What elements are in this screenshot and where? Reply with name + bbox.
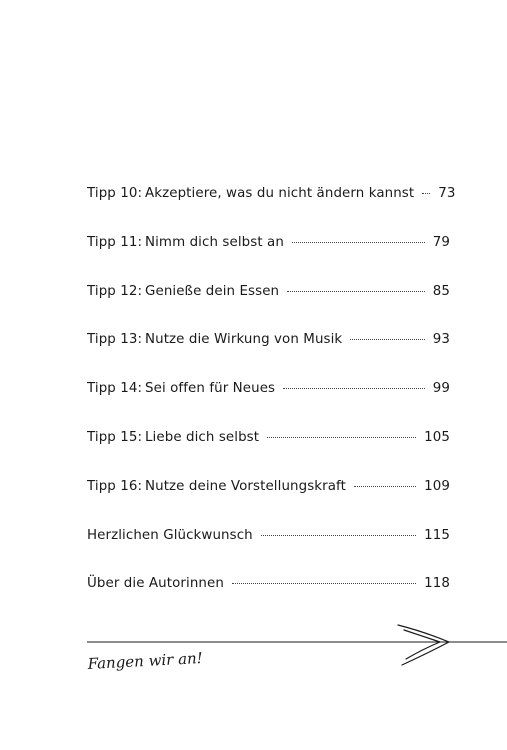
toc-entry-tipp-12[interactable] — [87, 284, 450, 333]
toc-page-number: 73 — [438, 186, 456, 201]
toc-entry-tipp-16[interactable] — [87, 479, 450, 528]
toc-title: Herzlichen Glückwunsch — [87, 527, 253, 543]
footer-decoration — [0, 615, 507, 685]
arrow-icon — [398, 625, 449, 665]
toc-title: Nutze deine Vorstellungskraft — [145, 478, 346, 494]
toc-leader-dots — [283, 388, 425, 389]
toc-entry-tipp-13[interactable] — [87, 332, 450, 381]
toc-leader-dots — [422, 193, 430, 194]
toc-entry-tipp-10[interactable] — [87, 186, 456, 235]
handwritten-text: Fangen wir an! — [87, 648, 204, 673]
toc-page-number: 93 — [432, 332, 450, 348]
toc-leader-dots — [350, 339, 424, 340]
toc-number: Tipp 13: — [87, 332, 143, 348]
toc-title: Genieße dein Essen — [145, 283, 280, 299]
toc-leader-dots — [354, 486, 416, 487]
toc-page-number: 79 — [432, 234, 450, 250]
toc-number: Tipp 16: — [87, 478, 143, 494]
toc-page-number: 115 — [424, 527, 450, 543]
toc-leader-dots — [261, 535, 416, 536]
toc-entry-tipp-11[interactable] — [87, 235, 450, 284]
toc-entry-tipp-15[interactable] — [87, 430, 450, 479]
toc-page-number: 109 — [424, 478, 450, 494]
toc-title: Nutze die Wirkung von Musik — [145, 332, 343, 348]
toc-number: Tipp 10: — [87, 186, 143, 201]
toc-number: Tipp 15: — [87, 429, 143, 445]
toc-number: Tipp 11: — [87, 234, 143, 250]
table-of-contents — [87, 186, 456, 625]
toc-number: Tipp 12: — [87, 283, 143, 299]
toc-page-number: 85 — [432, 283, 450, 299]
toc-leader-dots — [232, 583, 416, 584]
toc-leader-dots — [287, 291, 425, 292]
toc-title: Liebe dich selbst — [145, 429, 260, 445]
toc-title: Über die Autorinnen — [87, 576, 224, 592]
toc-number: Tipp 14: — [87, 381, 143, 397]
toc-title: Nimm dich selbst an — [145, 234, 284, 250]
toc-page-number: 105 — [424, 429, 450, 445]
toc-title: Akzeptiere, was du nicht ändern kannst — [145, 186, 415, 201]
toc-page-number: 99 — [432, 381, 450, 397]
toc-title: Sei offen für Neues — [145, 381, 276, 397]
toc-leader-dots — [267, 437, 416, 438]
toc-page-number: 118 — [424, 576, 450, 592]
toc-entry-tipp-14[interactable] — [87, 381, 450, 430]
toc-leader-dots — [292, 242, 425, 243]
toc-entry-glueckwunsch[interactable] — [87, 528, 450, 577]
